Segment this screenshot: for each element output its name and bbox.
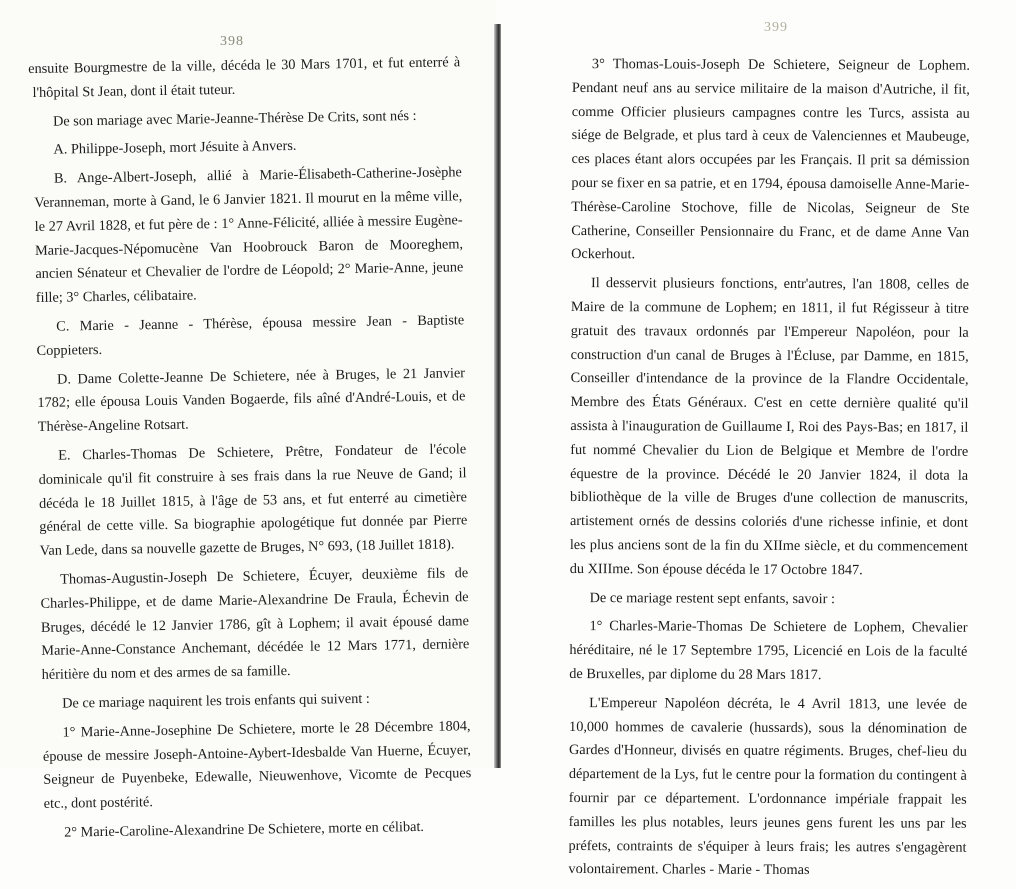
- paragraph: De ce mariage restent sept enfants, savoir :: [589, 589, 836, 607]
- right-page-text: [568, 53, 970, 889]
- paragraph: 1° Charles-Marie-Thomas De Schietere de Lophem, Chevalier héréditaire, né le 17 Septembre 1795, Licencié en Lois de la faculté de Bruxelles, par diplome du 28 Mars 1817.: [569, 618, 968, 684]
- paragraph: De ce mariage naquirent les trois enfants qui suivent :: [62, 690, 370, 712]
- paragraph: Thomas-Augustin-Joseph De Schietere, Écuyer, deuxième fils de Charles-Philippe, et de dame Marie-Alexandrine De Fraula, Échevin de Bruges, décédé le 12 Janvier 1786, gît à Lophem; il avait épousé dame Marie-Anne-Constance Anchemant, décédée le 12 Mars 1771, dernière héritière du nom et des armes de sa famille.: [40, 565, 470, 684]
- right-page: [506, 0, 1016, 879]
- paragraph: De son mariage avec Marie-Jeanne-Thérèse De Crits, sont nés :: [52, 107, 417, 130]
- paragraph: B. Ange-Albert-Joseph, allié à Marie-Élisabeth-Catherine-Josèphe Veranneman, morte à Gand, le 6 Janvier 1821. Il mourut en la même ville, le 27 Avril 1828, et fut père de : 1° Anne-Félicité, alliée à messire Eugène-Marie-Jacques-Népomucène Van Hoobrouck Baron de Mooreghem, ancien Sénateur et Chevalier de l'ordre de Léopold; 2° Marie-Anne, jeune fille; 3° Charles, célibataire.: [34, 164, 464, 307]
- paragraph: D. Dame Colette-Jeanne De Schietere, née à Bruges, le 21 Janvier 1782; elle épousa Louis Vanden Bogaerde, fils aîné d'André-Louis, et de Thérèse-Angeline Rotsart.: [37, 364, 466, 436]
- left-page-number: 398: [220, 34, 244, 49]
- paragraph: L'Empereur Napoléon décréta, le 4 Avril 1813, une levée de 10,000 hommes de cavalerie (hussards), sous la dénomination de Gardes d'Honneur, divisés en quatre régiments. Bruges, chef-lieu du département de la Lys, fut le centre pour la formation du contingent à fournir par ce département. L'ordonnance impériale frappait les familles les plus notables, leurs jeunes gens furent les uns par les préfets, contraints de s'équiper à leurs frais; les autres s'engagèrent volontairement. Charles - Marie - Thomas: [568, 694, 968, 879]
- paragraph: Il desservit plusieurs fonctions, entr'autres, l'an 1808, celles de Maire de la commune de Lophem; en 1811, il fut Régisseur à titre gratuit des travaux ordonnés par l'Empereur Napoléon, pour la construction d'un canal de Bruges à l'Écluse, par Damme, en 1815, Conseiller d'intendance de la province de la Flandre Occidentale, Membre des États Généraux. C'est en cette dernière qualité qu'il assista à l'inauguration de Guillaume I, Roi des Pays-Bas; en 1817, il fut nommé Chevalier du Lion de Belgique et Membre de l'ordre équestre de la province. Décédé le 20 Janvier 1824, il dota la bibliothèque de la ville de Bruges d'une collection de manuscrits, artistement ornés de dessins coloriés d'une richesse infinie, et dont les plus anciens sont de la fin du XIIme siècle, et du commencement du XIIIme. Son épouse décéda le 17 Octobre 1847.: [569, 275, 970, 579]
- paragraph: 2° Marie-Caroline-Alexandrine De Schietere, morte en célibat.: [64, 818, 425, 841]
- right-page-number: 399: [764, 20, 788, 35]
- left-page-text: [28, 51, 472, 850]
- book-spine: [494, 24, 501, 768]
- paragraph: 1° Marie-Anne-Josephine De Schietere, morte le 28 Décembre 1804, épouse de messire Joseph-Antoine-Aybert-Idesbalde Van Huerne, Écuyer, Seigneur de Puyenbeke, Edewalle, Nieuwenhove, Vicomte de Pecques etc., dont postérité.: [42, 717, 472, 813]
- paragraph: C. Marie - Jeanne - Thérèse, épousa messire Jean - Baptiste Coppieters.: [36, 312, 465, 359]
- paragraph: ensuite Bourgmestre de la ville, décéda le 30 Mars 1701, et fut enterré à l'hôpital St Jean, dont il était tuteur.: [28, 54, 461, 101]
- paragraph: 3° Thomas-Louis-Joseph De Schietere, Seigneur de Lophem. Pendant neuf ans au service militaire de la maison d'Autriche, il fit, comme Officier plusieurs campagnes contre les Turcs, assista au siége de Belgrade, et plus tard à ceux de Valenciennes et Maubeuge, ces places étant alors occupées par les Français. Il prit sa démission pour se fixer en sa patrie, et en 1794, épousa damoiselle Anne-Marie-Thérèse-Caroline Stochove, fille de Nicolas, Seigneur de Ste Catherine, Conseiller Pensionnaire du Franc, et de dame Anne Van Ockerhout.: [571, 56, 970, 263]
- paragraph: A. Philippe-Joseph, mort Jésuite à Anvers.: [53, 138, 297, 159]
- paragraph: E. Charles-Thomas De Schietere, Prêtre, Fondateur de l'école dominicale qu'il fit construire à ses frais dans la rue Neuve de Gand; il décéda le 18 Juillet 1815, à l'âge de 53 ans, et fut enterré au cimetière général de cette ville. Sa biographie apologétique fut donnée par Pierre Van Lede, dans sa nouvelle gazette de Bruges, N° 693, (18 Juillet 1818).: [38, 441, 468, 560]
- left-page: [0, 0, 496, 841]
